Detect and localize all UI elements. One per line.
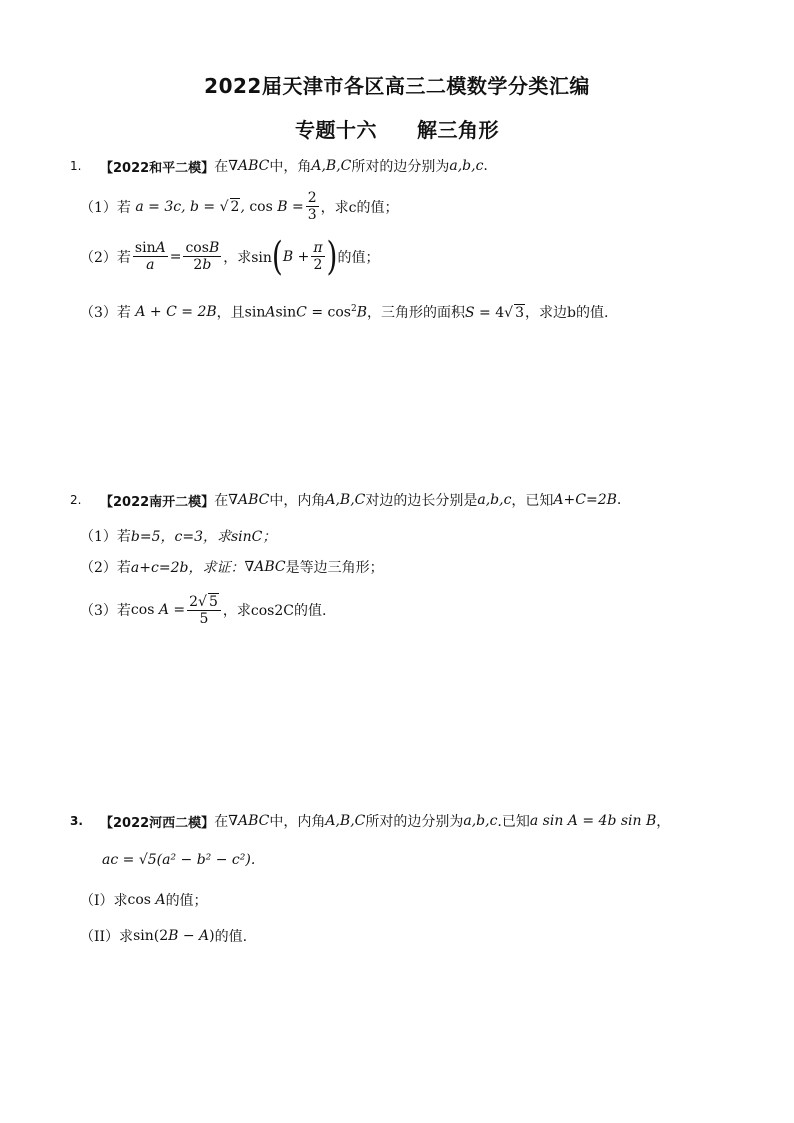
stem-text: ，三角形的面积 [367,305,465,321]
fraction: $\frac{\pi}{2}$ [313,240,323,274]
triangle-symbol: ∇ABC [228,813,270,829]
part-label: （1）若 [80,199,131,216]
part-label: （II）求 [80,929,134,945]
section-topic: 解三角形 [417,118,499,142]
stem-text: 所对的边分别为 [351,159,450,175]
problem-2-stem [70,490,621,510]
part-label: （2）若 [80,249,131,266]
stem-text: ， [656,814,671,830]
stem-text: . [483,158,488,174]
stem-text: 所对的边分别为 [365,814,464,830]
fraction: $\frac{2}{3}$ [307,190,317,224]
formula: B + [282,248,310,265]
part-mid: ，求sin [223,249,272,266]
formula: sinAsinC = $\cos^2B$ [244,303,367,321]
part-label: （2）若 [80,560,131,576]
equals: = [169,248,182,265]
formula: a = 3c, b = √ 2, cos B = [130,199,304,216]
problem-number: 3. [70,814,83,828]
part-tail: ，求边b的值. [524,305,609,321]
stem-text: 在 [214,159,229,175]
section-title [0,114,794,143]
problem-3-part-2 [80,926,247,946]
triangle-symbol: ∇ABC [228,492,270,508]
condition: ac = √5(a² − b² − c²). [102,852,256,868]
stem-text: 中，角 [269,159,312,175]
problem-2-part-2 [80,557,384,577]
problem-1-part-1 [80,190,399,223]
part-label: （3）若 [80,305,131,321]
formula: cos A [127,892,166,908]
part-label: （I）求 [80,893,128,909]
triangle-symbol: ∇ABC [244,559,286,575]
stem-text: 中，内角 [269,814,326,830]
part-tail: 的值； [165,893,208,909]
part-label: （1）若 [80,529,131,545]
condition: a sin A = 4b sin B [529,813,657,829]
paren: ( [271,232,283,279]
triangle-name: ABC [237,813,270,829]
part-tail: 的值； [337,249,380,266]
problem-source: 【2022南开二模】 [100,494,215,510]
angles: A,B,C [311,158,352,174]
angles: A,B,C [325,492,366,508]
stem-text: 在 [214,814,229,830]
problem-1-part-2 [80,232,380,279]
sides: a,b,c [449,158,484,174]
part-tail: ，求c的值； [320,199,399,216]
problem-number: 2. [70,493,82,507]
problem-3-part-1 [80,890,208,910]
fraction: $\frac{2√ 5}{5}$ [187,593,221,627]
formula: sin(2B − A) [133,928,215,944]
formula: S = 4√ 3 [465,304,524,321]
problem-2-part-3 [80,593,326,627]
angles: A,B,C [325,813,366,829]
problem-number: 1. [70,159,82,173]
stem-text: 中，内角 [269,493,326,509]
problem-3-stem [70,811,670,831]
problem-3-condition-2 [102,852,255,868]
part-tail: 是等边三角形； [285,560,384,576]
triangle-name: ABC [237,158,270,174]
part-tail: 的值. [214,929,248,945]
problem-source: 【2022河西二模】 [100,815,215,831]
formula: cos A = [130,602,186,619]
problem-1-part-3 [80,302,608,322]
fraction: $\frac{\sin A}{a}$ [134,240,166,274]
section-number: 专题十六 [295,118,377,142]
part-text: b=5，c=3，求sinC； [130,529,277,545]
stem-text: 在 [214,493,229,509]
stem-text: ，已知 [511,493,554,509]
sides: a,b,c [463,813,498,829]
fraction: $\frac{\cos B}{2b}$ [185,240,220,274]
condition: A+C=2B [553,492,617,508]
problem-source: 【2022和平二模】 [100,160,215,176]
stem-text: .已知 [497,814,530,830]
stem-text: . [616,492,622,508]
document-title: 2022届天津市各区高三二模数学分类汇编 [204,74,590,98]
sides: a,b,c [477,492,512,508]
triangle-name: ABC [237,492,270,508]
part-label: （3）若 [80,603,131,620]
problem-1-stem [70,156,488,176]
part-text: a+c=2b，求证： [130,560,245,576]
part-tail: ，求cos2C的值. [222,603,327,620]
triangle-symbol: ∇ABC [228,158,270,174]
stem-text: 对边的边长分别是 [365,493,478,509]
problem-2-part-1 [80,526,276,546]
stem-text: ，且 [216,305,245,321]
formula: A + C = 2B [130,304,217,320]
paren: ) [326,232,338,279]
